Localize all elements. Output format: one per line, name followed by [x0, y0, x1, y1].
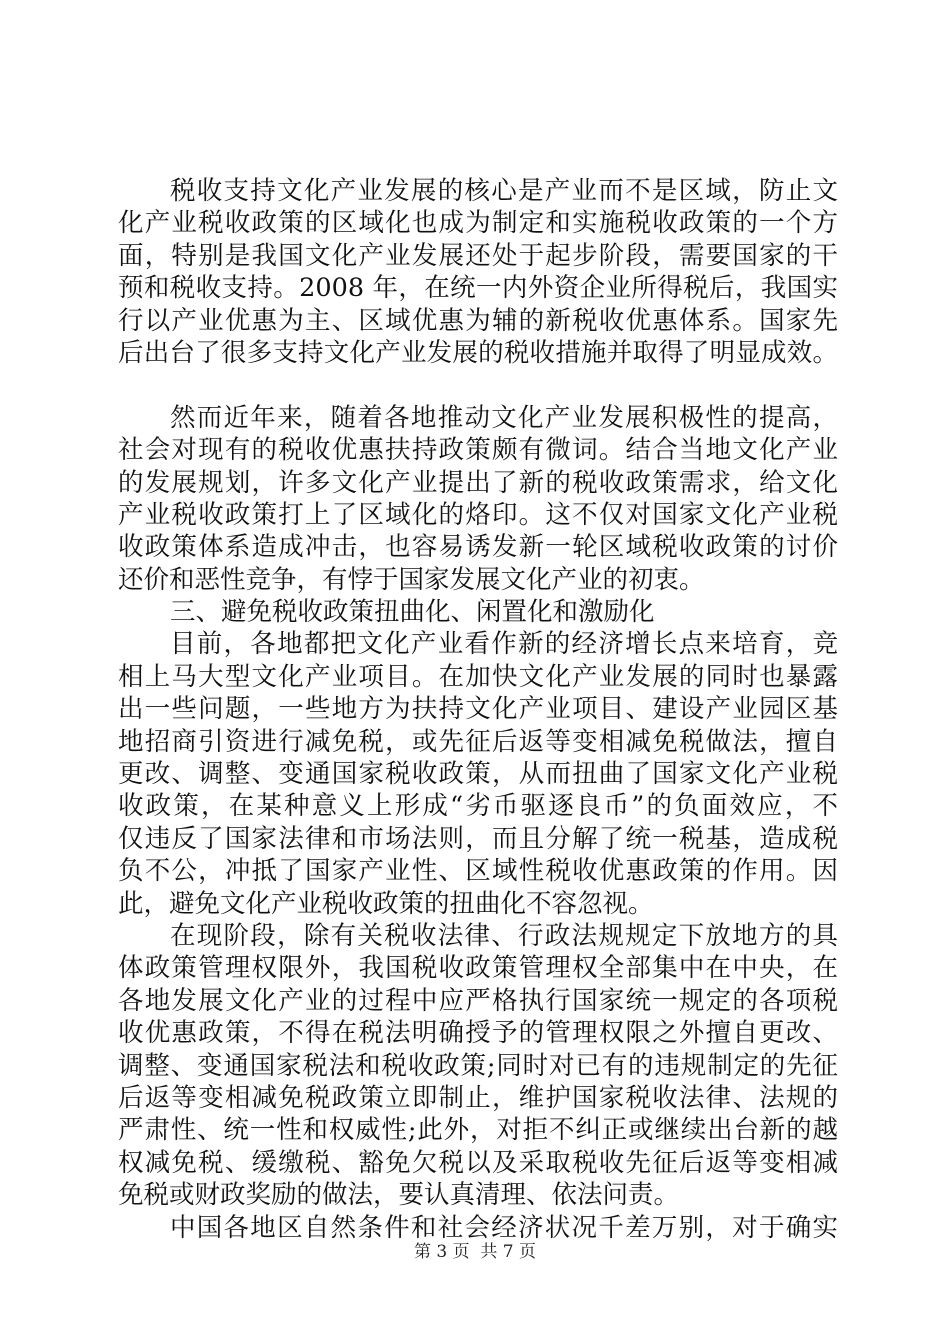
- paragraph-line: 地招商引资进行减免税，或先征后返等变相减免税做法，擅自: [118, 726, 838, 757]
- paragraph-line: 的发展规划，许多文化产业提出了新的税收政策需求，给文化: [118, 467, 838, 498]
- paragraph-line: 仅违反了国家法律和市场法则，而且分解了统一税基，造成税: [118, 823, 838, 854]
- paragraph-line: 后出台了很多支持文化产业发展的税收措施并取得了明显成效。: [118, 337, 838, 368]
- paragraph-line: 相上马大型文化产业项目。在加快文化产业发展的同时也暴露: [118, 661, 838, 692]
- paragraph-line: 各地发展文化产业的过程中应严格执行国家统一规定的各项税: [118, 985, 838, 1016]
- section-heading-text: 三、避免税收政策扭曲化、闲置化和激励化: [170, 597, 655, 628]
- paragraph-line: 免税或财政奖励的做法，要认真清理、依法问责。: [118, 1180, 680, 1211]
- paragraph-line: 社会对现有的税收优惠扶持政策颇有微词。结合当地文化产业: [118, 435, 838, 466]
- paragraph-2: [118, 402, 838, 596]
- paragraph-line: 行以产业优惠为主、区域优惠为辅的新税收优惠体系。国家先: [118, 305, 838, 336]
- paragraph-line: 体政策管理权限外，我国税收政策管理权全部集中在中央，在: [118, 953, 838, 984]
- page-total: 共 7 页: [480, 1242, 537, 1262]
- paragraph-line: 出一些问题，一些地方为扶持文化产业项目、建设产业园区基: [118, 694, 838, 725]
- footer-spacer: [470, 1242, 481, 1262]
- paragraph-line: 负不公，冲抵了国家产业性、区域性税收优惠政策的作用。因: [118, 856, 838, 887]
- paragraph-line: 面，特别是我国文化产业发展还处于起步阶段，需要国家的干: [118, 240, 838, 271]
- paragraph-line: 后返等变相减免税政策立即制止，维护国家税收法律、法规的: [118, 1082, 838, 1113]
- paragraph-line: 收政策，在某种意义上形成“劣币驱逐良币”的负面效应，不: [118, 791, 838, 822]
- paragraph-5: [118, 1212, 838, 1244]
- paragraph-line: 税收支持文化产业发展的核心是产业而不是区域，防止文: [170, 176, 838, 206]
- paragraph-line: 产业税收政策打上了区域化的烙印。这不仅对国家文化产业税: [118, 499, 838, 530]
- paragraph-3: [118, 628, 838, 920]
- paragraph-line: 此，避免文化产业税收政策的扭曲化不容忽视。: [118, 888, 654, 919]
- paragraph-gap: [118, 369, 838, 401]
- paragraph-line: 严肃性、统一性和权威性;此外，对拒不纠正或继续出台新的越: [118, 1115, 838, 1146]
- body-text: [118, 175, 838, 1244]
- paragraph-4: [118, 920, 838, 1212]
- page-footer: [0, 1241, 950, 1263]
- page-number: 第 3 页: [413, 1242, 470, 1262]
- section-heading: [118, 596, 838, 628]
- paragraph-line: 更改、调整、变通国家税收政策，从而扭曲了国家文化产业税: [118, 759, 838, 790]
- paragraph-1: [118, 175, 838, 369]
- paragraph-line: 然而近年来，随着各地推动文化产业发展积极性的提高，: [170, 402, 838, 433]
- paragraph-line: 收优惠政策，不得在税法明确授予的管理权限之外擅自更改、: [118, 1018, 838, 1049]
- paragraph-line: 在现阶段，除有关税收法律、行政法规规定下放地方的具: [170, 920, 838, 951]
- paragraph-line: 中国各地区自然条件和社会经济状况千差万别，对于确实: [170, 1212, 838, 1243]
- paragraph-line: 目前，各地都把文化产业看作新的经济增长点来培育，竞: [170, 629, 838, 660]
- paragraph-line: 化产业税收政策的区域化也成为制定和实施税收政策的一个方: [118, 208, 838, 239]
- paragraph-line: 收政策体系造成冲击，也容易诱发新一轮区域税收政策的讨价: [118, 532, 838, 563]
- paragraph-line: 还价和恶性竞争，有悖于国家发展文化产业的初衷。: [118, 564, 705, 595]
- paragraph-line: 权减免税、缓缴税、豁免欠税以及采取税收先征后返等变相减: [118, 1147, 838, 1178]
- paragraph-line: 预和税收支持。2008 年，在统一内外资企业所得税后，我国实: [118, 273, 838, 304]
- paragraph-line: 调整、变通国家税法和税收政策;同时对已有的违规制定的先征: [118, 1050, 838, 1081]
